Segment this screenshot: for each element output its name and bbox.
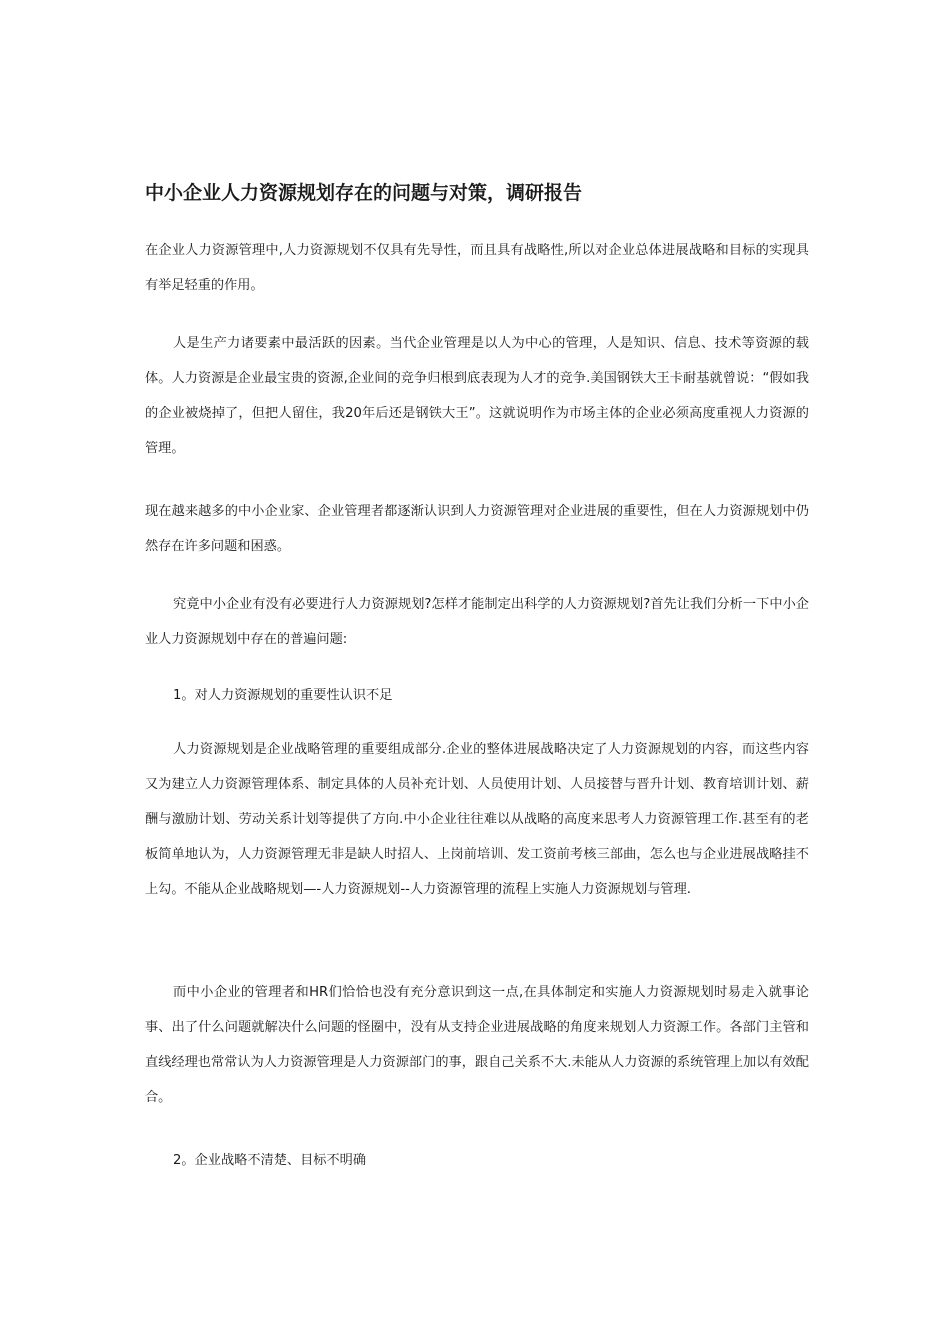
section-heading-1: 1。对人力资源规划的重要性认识不足 <box>173 688 393 703</box>
paragraph-strategy-planning: 人力资源规划是企业战略管理的重要组成部分.企业的整体进展战略决定了人力资源规划的内容，而这些内容又为建立人力资源管理体系、制定具体的人员补充计划、人员使用计划、人员接替与晋升计划、教育培训计划、薪酬与激励计划、劳动关系计划等提供了方向.中小企业往往难以从战略的高度来思考人力资源管理工作.甚至有的老板简单地认为，人力资源管理无非是缺人时招人、上岗前培训、发工资前考核三部曲，怎么也与企业进展战略挂不上勾。不能从企业战略规划—-人力资源规划--人力资源管理的流程上实施人力资源规划与管理. <box>145 742 809 897</box>
paragraph-awareness: 现在越来越多的中小企业家、企业管理者都逐渐认识到人力资源管理对企业进展的重要性，但在人力资源规划中仍然存在许多问题和困惑。 <box>145 504 809 554</box>
paragraph-hr-managers: 而中小企业的管理者和HR们恰恰也没有充分意识到这一点,在具体制定和实施人力资源规划时易走入就事论事、出了什么问题就解决什么问题的怪圈中，没有从支持企业进展战略的角度来规划人力资源工作。各部门主管和直线经理也常常认为人力资源管理是人力资源部门的事，跟自己关系不大.未能从人力资源的系统管理上加以有效配合。 <box>145 985 809 1105</box>
paragraph-intro: 在企业人力资源管理中,人力资源规划不仅具有先导性，而且具有战略性,所以对企业总体进展战略和目标的实现具有举足轻重的作用。 <box>145 243 809 293</box>
document-title: 中小企业人力资源规划存在的问题与对策，调研报告 <box>145 182 583 204</box>
section-heading-2: 2。企业战略不清楚、目标不明确 <box>173 1153 367 1168</box>
paragraph-people-factor: 人是生产力诸要素中最活跃的因素。当代企业管理是以人为中心的管理，人是知识、信息、技术等资源的载体。人力资源是企业最宝贵的资源,企业间的竞争归根到底表现为人才的竞争.美国钢铁大王卡耐基就曾说：“假如我的企业被烧掉了，但把人留住，我20年后还是钢铁大王”。这就说明作为市场主体的企业必须高度重视人力资源的管理。 <box>145 336 809 456</box>
paragraph-question: 究竟中小企业有没有必要进行人力资源规划?怎样才能制定出科学的人力资源规划?首先让我们分析一下中小企业人力资源规划中存在的普遍问题: <box>145 597 809 647</box>
